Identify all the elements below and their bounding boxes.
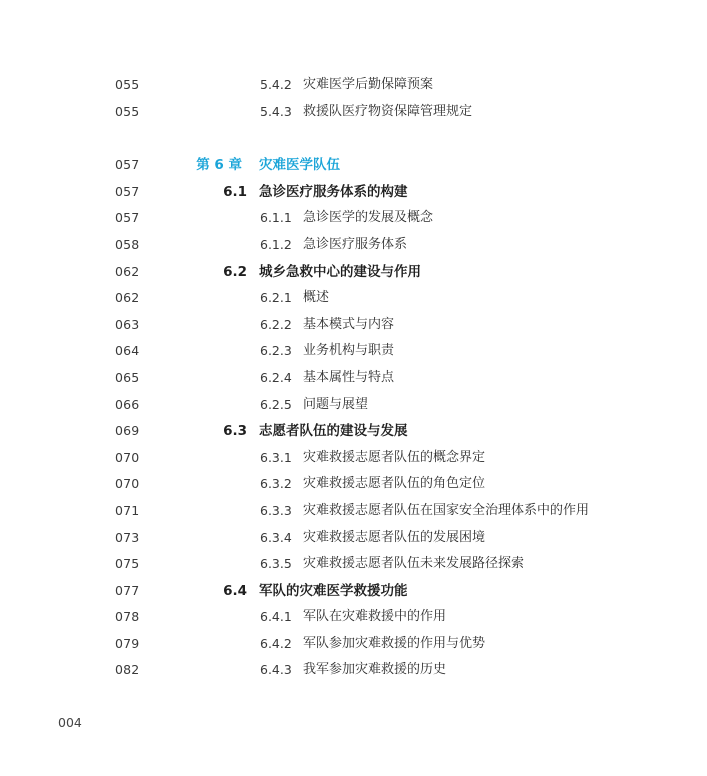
toc-entry-title: 灾难医学后勤保障预案 <box>303 77 434 92</box>
toc-entry-number: 6.3.4 <box>260 529 292 545</box>
toc-subsection-row <box>0 312 707 339</box>
toc-section-row <box>0 578 707 605</box>
toc-subsection-row <box>0 525 707 552</box>
toc-entry-number: 6.4.3 <box>260 662 292 678</box>
toc-subsection-row <box>0 498 707 525</box>
toc-subsection-row <box>0 285 707 312</box>
toc-section-row <box>0 418 707 445</box>
toc-entry-number: 6.4.1 <box>260 609 292 625</box>
toc-entry-title: 基本模式与内容 <box>303 316 395 332</box>
toc-page-number: 071 <box>115 502 140 518</box>
toc-page-number: 063 <box>115 316 140 332</box>
toc-entry-title: 灾难救援志愿者队伍未来发展路径探索 <box>303 556 525 572</box>
toc-entry-title: 我军参加灾难救援的历史 <box>303 662 447 678</box>
toc-entry-title: 概述 <box>303 290 330 306</box>
toc-entry-title: 灾难医学队伍 <box>259 157 340 174</box>
toc-entry-number: 6.1.2 <box>260 236 292 252</box>
toc-subsection-row <box>0 551 707 578</box>
toc-page-number: 062 <box>115 263 140 279</box>
toc-page-number: 065 <box>115 369 140 385</box>
toc-entry-number: 6.4.2 <box>260 635 292 651</box>
toc-entry-number: 第 6 章 <box>196 157 242 174</box>
toc-entry-number: 6.2.1 <box>260 290 292 306</box>
toc-entry-title: 志愿者队伍的建设与发展 <box>259 423 408 440</box>
toc-page-number: 062 <box>115 290 140 306</box>
toc-page-number: 082 <box>115 662 140 678</box>
toc-page-number: 077 <box>115 582 140 598</box>
toc-page-number: 057 <box>115 183 140 199</box>
toc-entry-number: 5.4.2 <box>260 77 292 92</box>
toc-page-number: 073 <box>115 529 140 545</box>
toc-entry-title: 城乡急救中心的建设与作用 <box>259 263 421 280</box>
toc-page-number: 055 <box>115 103 140 119</box>
toc-entry-title: 灾难救援志愿者队伍在国家安全治理体系中的作用 <box>303 502 590 518</box>
toc-entry-number: 6.1 <box>223 183 247 200</box>
toc-subsection-row <box>0 205 707 232</box>
toc-entry-number: 6.3.3 <box>260 502 292 518</box>
toc-subsection-row <box>0 365 707 392</box>
toc-entry-number: 6.2.4 <box>260 369 292 385</box>
toc-entry-title: 军队参加灾难救援的作用与优势 <box>303 635 486 651</box>
toc-subsection-row <box>0 72 707 99</box>
toc-entry-title: 灾难救援志愿者队伍的概念界定 <box>303 449 486 465</box>
table-of-contents <box>0 72 707 684</box>
toc-page-number: 057 <box>115 157 140 173</box>
toc-entry-number: 6.2.2 <box>260 316 292 332</box>
toc-chapter-row <box>0 152 707 179</box>
toc-entry-title: 基本属性与特点 <box>303 369 395 385</box>
toc-page-number: 075 <box>115 556 140 572</box>
toc-entry-number: 6.2.3 <box>260 343 292 359</box>
toc-entry-title: 灾难救援志愿者队伍的角色定位 <box>303 476 486 492</box>
toc-entry-title: 问题与展望 <box>303 396 369 412</box>
toc-entry-title: 业务机构与职责 <box>303 343 395 359</box>
toc-page-number: 058 <box>115 236 140 252</box>
toc-entry-number: 6.2 <box>223 263 247 280</box>
toc-page-number: 078 <box>115 609 140 625</box>
toc-entry-number: 6.3.1 <box>260 449 292 465</box>
toc-page-number: 079 <box>115 635 140 651</box>
toc-section-row <box>0 259 707 286</box>
toc-subsection-row <box>0 445 707 472</box>
toc-entry-number: 6.2.5 <box>260 396 292 412</box>
toc-entry-title: 灾难救援志愿者队伍的发展困境 <box>303 529 486 545</box>
toc-subsection-row <box>0 99 707 126</box>
toc-entry-number: 5.4.3 <box>260 103 292 119</box>
toc-entry-title: 军队的灾难医学救援功能 <box>259 582 408 599</box>
toc-page-number: 057 <box>115 210 140 226</box>
toc-subsection-row <box>0 604 707 631</box>
toc-subsection-row <box>0 232 707 259</box>
toc-section-row <box>0 179 707 206</box>
toc-subsection-row <box>0 631 707 658</box>
toc-page-number: 070 <box>115 449 140 465</box>
toc-subsection-row <box>0 392 707 419</box>
toc-entry-number: 6.1.1 <box>260 210 292 226</box>
toc-entry-number: 6.3.2 <box>260 476 292 492</box>
toc-page-number: 066 <box>115 396 140 412</box>
toc-entry-number: 6.3.5 <box>260 556 292 572</box>
toc-entry-title: 救援队医疗物资保障管理规定 <box>303 103 473 119</box>
toc-page-number: 070 <box>115 476 140 492</box>
toc-entry-title: 军队在灾难救援中的作用 <box>303 609 447 625</box>
toc-page-number: 064 <box>115 343 140 359</box>
toc-page-number: 055 <box>115 77 140 92</box>
toc-entry-title: 急诊医学的发展及概念 <box>303 210 434 226</box>
toc-subsection-row <box>0 657 707 684</box>
toc-entry-title: 急诊医疗服务体系 <box>303 236 408 252</box>
toc-entry-title: 急诊医疗服务体系的构建 <box>259 183 408 200</box>
toc-entry-number: 6.4 <box>223 582 247 599</box>
toc-subsection-row <box>0 471 707 498</box>
toc-subsection-row <box>0 338 707 365</box>
toc-entry-number: 6.3 <box>223 423 247 440</box>
toc-page-number: 069 <box>115 423 140 439</box>
page-number: 004 <box>58 715 82 730</box>
